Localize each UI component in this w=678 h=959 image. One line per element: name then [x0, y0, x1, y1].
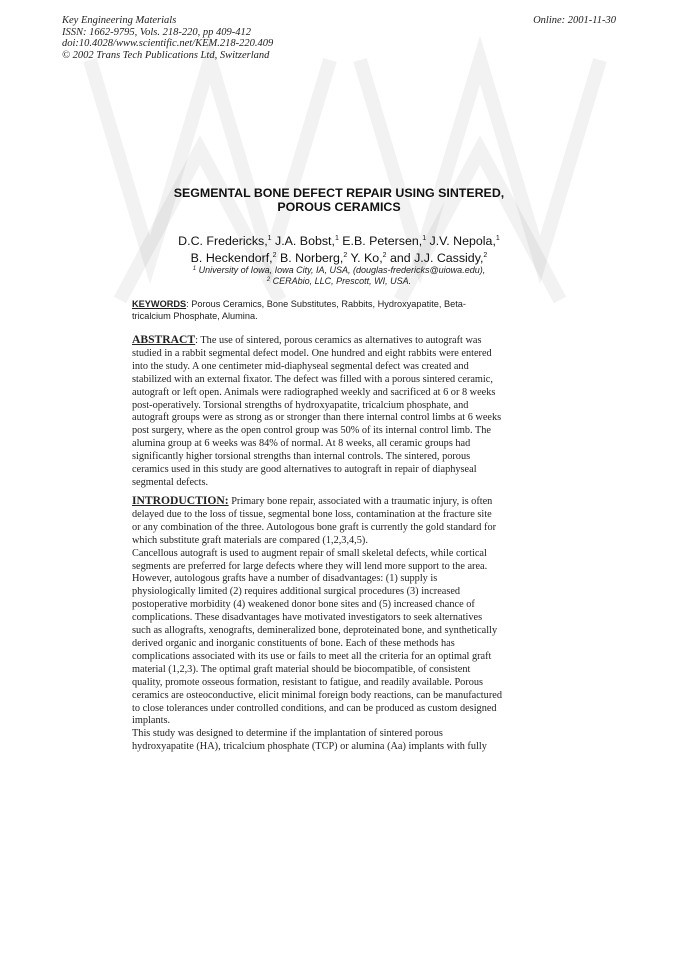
author-name: J.A. Bobst, — [271, 234, 335, 248]
author-name: J.V. Nepola, — [426, 234, 496, 248]
abstract-text: : The use of sintered, porous ceramics as alternatives to autograft was — [195, 335, 482, 346]
affiliation-1 — [0, 265, 678, 276]
introduction-line: This study was designed to determine if the implantation of sintered porous — [132, 728, 443, 740]
introduction-line: such as allografts, xenografts, demineralized bone, deproteinated bone, and synthetically — [132, 625, 498, 637]
author-affiliation-mark: 2 — [272, 251, 277, 259]
journal-citation-header — [62, 15, 273, 61]
introduction-line: postoperative morbidity (4) weakened donor bone sites and (5) increased chance of — [132, 599, 475, 611]
introduction-line: which substitute graft materials are compared (1,2,3,4,5). — [132, 534, 368, 546]
author-name: B. Norberg, — [276, 250, 344, 265]
abstract-line: stabilized with an external fixator. The defect was filled with a porous sintered ceramic, — [132, 373, 493, 385]
online-date: Online: 2001-11-30 — [533, 15, 616, 26]
keywords-line — [132, 298, 552, 310]
abstract-line: studied in a rabbit segmental defect model. One hundred and eight rabbits were entered — [132, 347, 492, 359]
title-line-2: POROUS CERAMICS — [277, 200, 401, 215]
keywords-label: KEYWORDS — [132, 299, 187, 309]
author-name: Y. Ko, — [347, 250, 383, 265]
introduction-line: hydroxyapatite (HA), tricalcium phosphate (TCP) or alumina (Aa) implants with fully — [132, 741, 487, 753]
introduction-line: material (1,2,3). The optimal graft material should be biocompatible, of consistent — [132, 663, 471, 675]
introduction-label: INTRODUCTION: — [132, 494, 229, 507]
author-name: D.C. Fredericks, — [178, 234, 268, 248]
introduction-line: complications. These disadvantages have motivated investigators to seek alternatives — [132, 612, 483, 624]
introduction-line: to close tolerances under controlled conditions, and can be produced as custom designed — [132, 702, 497, 714]
abstract-line: alumina group at 6 weeks was 84% of normal. At 8 weeks, all ceramic groups had — [132, 438, 471, 450]
abstract-line: post surgery, where as the open control group was 50% of its internal control limb. The — [132, 425, 491, 437]
abstract-line: into the study. A one centimeter mid-diaphyseal segmental defect was created and — [132, 360, 469, 372]
author-affiliation-mark: 1 — [495, 235, 500, 242]
author-affiliation-mark: 2 — [382, 251, 387, 259]
introduction-line: Cancellous autograft is used to augment repair of small skeletal defects, while cortical — [132, 547, 487, 559]
abstract-line: ceramics used in this study are good alternatives to autograft in repair of diaphyseal — [132, 464, 477, 476]
keywords-section — [132, 298, 552, 323]
introduction-line: delayed due to the loss of tissue, segmental bone loss, contamination at the fracture site — [132, 508, 492, 520]
affiliation-mark: 1 — [192, 266, 197, 272]
author-name: B. Heckendorf, — [190, 250, 273, 265]
abstract-line: post-operatively. Torsional strengths of hydroxyapatite, tricalcium phosphate, and — [132, 399, 469, 411]
abstract-line: significantly higher torsional strengths than internal controls. The sintered, porous — [132, 451, 471, 463]
title-line-1: SEGMENTAL BONE DEFECT REPAIR USING SINTERED, — [173, 186, 505, 200]
introduction-line: quality, promote osseous formation, resistant to fatigue, and readily available. Porous — [132, 676, 484, 688]
author-line-1 — [0, 233, 678, 250]
introduction-line: implants. — [132, 715, 171, 727]
author-name: and J.J. Cassidy, — [386, 250, 484, 265]
author-affiliation-mark: 1 — [267, 235, 272, 242]
issn-line: ISSN: 1662-9795, Vols. 218-220, pp 409-412 — [62, 26, 251, 38]
abstract-line: autograft or left open. Animals were radiographed weekly and sacrificed at 6 or 8 weeks — [132, 386, 496, 398]
keywords-line: tricalcium Phosphate, Alumina. — [132, 311, 258, 322]
introduction-text: Primary bone repair, associated with a traumatic injury, is often — [228, 496, 493, 507]
paper-title — [0, 186, 678, 214]
introduction-section — [132, 495, 552, 754]
author-name: E.B. Petersen, — [338, 234, 423, 248]
introduction-line: complications associated with its use or fails to meet all the criteria for an optimal graft — [132, 650, 492, 662]
author-affiliation-mark: 2 — [343, 251, 348, 259]
copyright-line: © 2002 Trans Tech Publications Ltd, Switzerland — [62, 49, 270, 61]
introduction-line: or any combination of the three. Autologous bone graft is currently the gold standard for — [132, 521, 497, 533]
abstract-label: ABSTRACT — [132, 333, 196, 346]
introduction-line: segments are preferred for large defects where they will lend more support to the area. — [132, 560, 488, 572]
doi-line: doi:10.4028/www.scientific.net/KEM.218-220.409 — [62, 38, 274, 50]
affiliation-mark: 2 — [266, 277, 271, 283]
introduction-line: However, autologous grafts have a number of disadvantages: (1) supply is — [132, 573, 438, 585]
author-affiliation-mark: 1 — [422, 235, 427, 242]
introduction-line: physiologically limited (2) requires additional surgical procedures (3) increased — [132, 586, 461, 598]
journal-name: Key Engineering Materials — [62, 15, 177, 26]
author-affiliation-mark: 2 — [483, 251, 488, 259]
keywords-text: : Porous Ceramics, Bone Substitutes, Rabbits, Hydroxyapatite, Beta- — [186, 299, 466, 309]
abstract-line: autograft groups were as strong as or stronger than there internal control limbs at 6 weeks — [132, 412, 502, 424]
affiliation-2 — [0, 276, 678, 287]
affiliation-text: CERAbio, LLC, Prescott, WI, USA. — [270, 276, 412, 286]
affiliations — [0, 265, 678, 287]
author-line-2 — [0, 250, 678, 267]
abstract-line: segmental defects. — [132, 476, 209, 488]
abstract-section — [132, 334, 552, 490]
introduction-line: derived organic and inorganic constituents of bone. Each of these methods has — [132, 637, 455, 649]
author-affiliation-mark: 1 — [334, 235, 339, 242]
author-list — [0, 233, 678, 266]
affiliation-text: University of Iowa, Iowa City, IA, USA, (douglas-fredericks@uiowa.edu), — [196, 265, 486, 275]
abstract-line — [132, 334, 552, 348]
introduction-line — [132, 495, 552, 509]
introduction-line: ceramics are osteoconductive, elicit minimal foreign body reactions, can be manufactured — [132, 689, 502, 701]
